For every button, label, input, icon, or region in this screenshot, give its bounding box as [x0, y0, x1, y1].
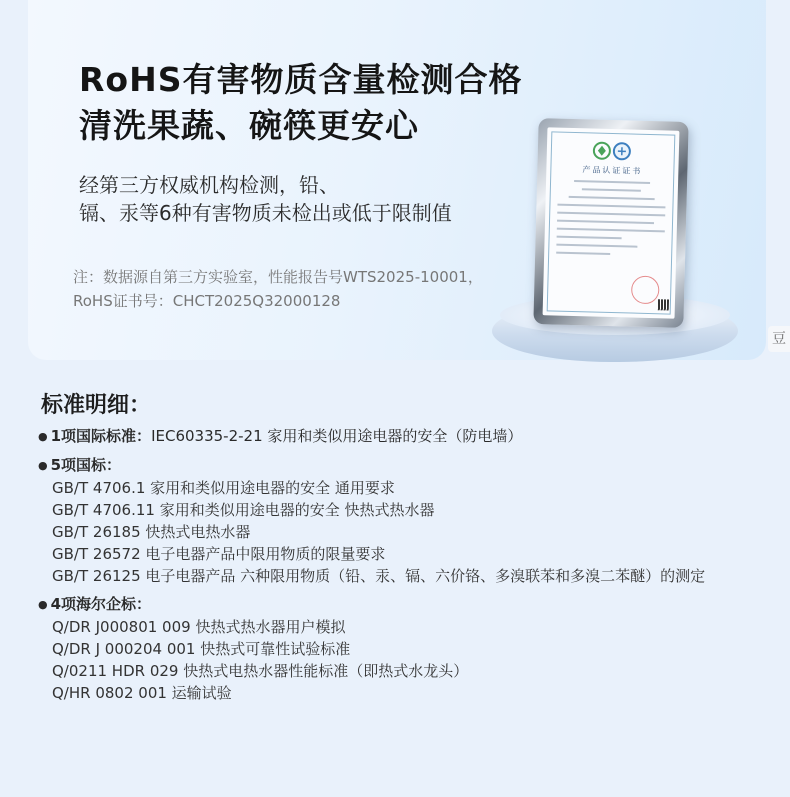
bullet-icon: ●	[38, 459, 48, 472]
standard-group-international	[38, 425, 778, 448]
certificate-title: 产品认证证书	[582, 165, 643, 176]
list-item: GB/T 26185 快热式电热水器	[52, 523, 251, 541]
note-line-2: RoHS证书号：CHCT2025Q32000128	[73, 292, 341, 310]
bullet-icon: ●	[38, 598, 48, 611]
certificate-text-lines	[556, 180, 666, 263]
standard-group-enterprise	[38, 593, 778, 704]
headline-line-2: 清洗果蔬、碗筷更安心	[79, 106, 419, 145]
bullet-icon: ●	[38, 430, 48, 443]
list-item: Q/DR J000801 009 快热式热水器用户模拟	[52, 618, 346, 636]
group-inline-text: IEC60335-2-21 家用和类似用途电器的安全（防电墙）	[151, 427, 523, 445]
standards-title: 标准明细：	[41, 393, 152, 418]
certification-logo-icon	[591, 138, 634, 163]
description-line-1: 经第三方权威机构检测，铅、	[79, 173, 339, 197]
certificate-frame	[533, 118, 688, 328]
group-label: 1项国际标准：	[50, 427, 152, 445]
standards-list	[38, 425, 778, 710]
description-line-2: 镉、汞等6种有害物质未检出或低于限制值	[79, 201, 452, 225]
group-label: 5项国标：	[50, 456, 122, 474]
headline-line-1: RoHS有害物质含量检测合格	[79, 60, 523, 99]
list-item: Q/HR 0802 001 运输试验	[52, 684, 232, 702]
qr-code-icon	[658, 299, 669, 310]
list-item: Q/0211 HDR 029 快热式电热水器性能标准（即热式水龙头）	[52, 662, 469, 680]
list-item: Q/DR J 000204 001 快热式可靠性试验标准	[52, 640, 351, 658]
side-tab[interactable]: 豆	[768, 326, 790, 352]
list-item: GB/T 26125 电子电器产品 六种限用物质（铅、汞、镉、六价铬、多溴联苯和多溴二苯醚）的测定	[52, 567, 706, 585]
list-item: GB/T 26572 电子电器产品中限用物质的限量要求	[52, 545, 386, 563]
note-line-1: 注：数据源自第三方实验室，性能报告号WTS2025-10001，	[73, 268, 483, 286]
list-item: GB/T 4706.11 家用和类似用途电器的安全 快热式热水器	[52, 501, 435, 519]
group-label: 4项海尔企标：	[50, 595, 152, 613]
standard-group-national	[38, 454, 778, 587]
list-item: GB/T 4706.1 家用和类似用途电器的安全 通用要求	[52, 479, 395, 497]
certificate-paper	[543, 127, 680, 318]
